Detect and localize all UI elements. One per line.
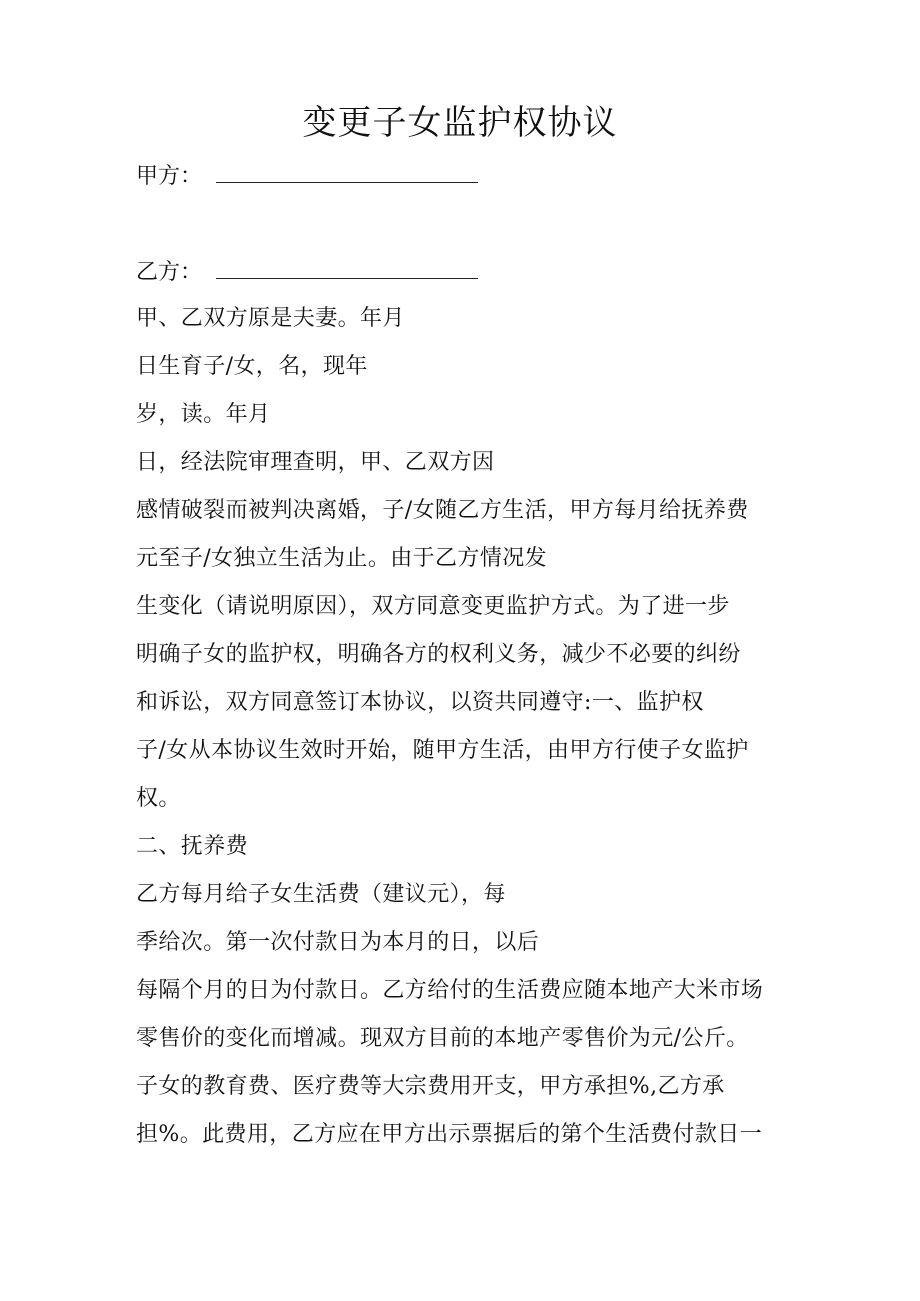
party-b-blank-line [216,256,478,279]
body-line: 季给次。第一次付款日为本月的日，以后 [136,930,540,955]
party-a-blank-line [216,160,478,183]
body-line: 感情破裂而被判决离婚，子/女随乙方生活，甲方每月给抚养费 [136,498,749,523]
party-b-field [136,256,478,288]
body-line: 岁，读。年月 [136,402,271,427]
party-b-label: 乙方： [136,260,203,285]
party-a-label: 甲方： [136,164,203,189]
section-heading-support: 二、抚养费 [136,834,249,859]
body-line: 担%。此费用，乙方应在甲方出示票据后的第个生活费付款日一 [136,1122,763,1147]
body-line: 元至子/女独立生活为止。由于乙方情况发 [136,546,548,571]
body-line: 子女的教育费、医疗费等大宗费用开支，甲方承担%,乙方承 [136,1074,725,1099]
body-line: 生变化（请说明原因），双方同意变更监护方式。为了进一步 [136,594,730,619]
body-line: 零售价的变化而增减。现双方目前的本地产零售价为元/公斤。 [136,1026,749,1051]
body-line: 日，经法院审理查明，甲、乙双方因 [136,450,495,475]
body-line: 和诉讼，双方同意签订本协议，以资共同遵守:一、监护权 [136,690,704,715]
body-line: 子/女从本协议生效时开始，随甲方生活，由甲方行使子女监护 [136,738,749,763]
body-line: 明确子女的监护权，明确各方的权利义务，减少不必要的纠纷 [136,642,741,667]
body-line: 乙方每月给子女生活费（建议元），每 [136,882,506,907]
body-line: 甲、乙双方原是夫妻。年月 [136,306,405,331]
body-line: 每隔个月的日为付款日。乙方给付的生活费应随本地产大米市场 [136,978,764,1003]
document-title: 变更子女监护权协议 [302,103,618,143]
body-line: 日生育子/女，名，现年 [136,354,368,379]
party-a-field [136,160,478,192]
body-line: 权。 [136,786,181,811]
